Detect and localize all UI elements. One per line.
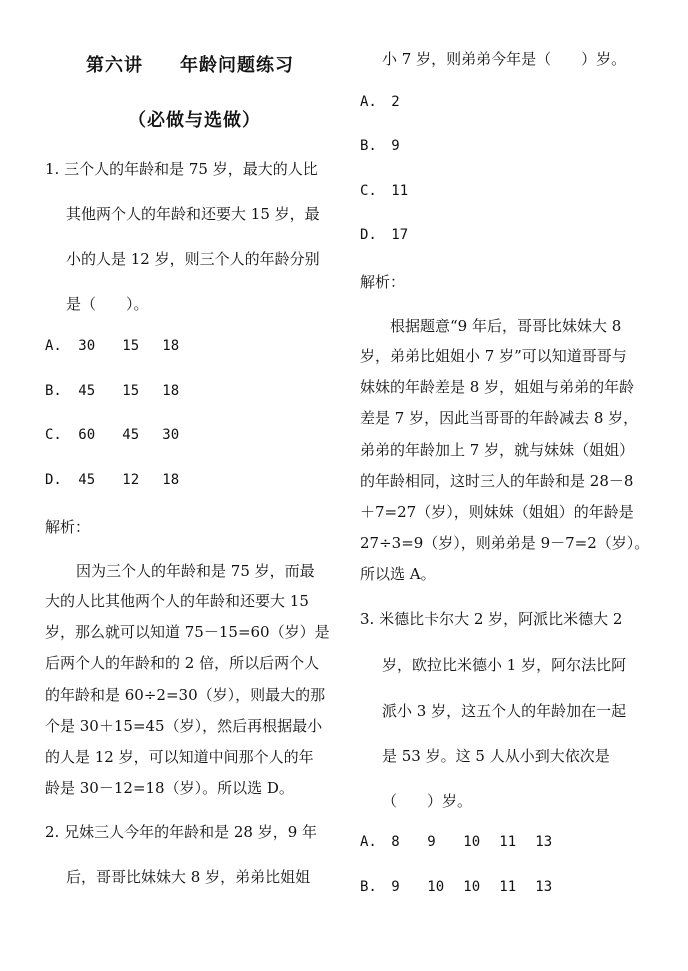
option-label: B.: [45, 383, 62, 399]
q2-analysis-label: 解析：: [360, 273, 406, 291]
option-value: 11: [391, 183, 409, 199]
option-value: 18: [162, 383, 180, 399]
q3-line-2: 岁，欧拉比米德小 1 岁，阿尔法比阿: [382, 656, 627, 674]
q2-analysis-line-8: 27÷3=9（岁），则弟弟是 9－7=2（岁）。: [360, 534, 650, 552]
q1-analysis-line-5: 的年龄和是 60÷2=30（岁），则最大的那: [45, 686, 326, 704]
q1-analysis-label: 解析：: [45, 518, 91, 536]
q2-analysis-line-1: 根据题意“9 年后，哥哥比妹妹大 8: [390, 317, 622, 335]
q2-analysis-line-9: 所以选 A。: [360, 565, 436, 583]
option-value: 8: [391, 834, 400, 850]
section-subtitle: （必做与选做）: [128, 110, 261, 131]
option-value: 18: [162, 472, 180, 488]
q1-analysis-line-8: 龄是 30－12=18（岁）。所以选 D。: [45, 779, 294, 797]
q2-analysis-line-5: 弟弟的年龄加上 7 岁，就与妹妹（姐姐）: [360, 441, 635, 459]
option-value: 45: [78, 383, 96, 399]
q3-line-5: （ ）岁。: [382, 792, 473, 810]
q2-option-d: [360, 227, 408, 243]
option-value: 30: [162, 427, 180, 443]
q1-line-1: 1. 三个人的年龄和是 75 岁，最大的人比: [45, 160, 318, 178]
q2-analysis-line-6: 的年龄相同，这时三人的年龄和是 28－8: [360, 472, 634, 490]
option-value: 13: [535, 879, 553, 895]
q2-line-3: 小 7 岁，则弟弟今年是（ ）岁。: [382, 50, 627, 68]
q1-line-4: 是（ ）。: [66, 295, 149, 313]
option-label: C.: [360, 183, 377, 199]
option-value: 2: [391, 94, 400, 110]
option-label: C.: [45, 427, 62, 443]
option-value: 13: [535, 834, 553, 850]
option-value: 15: [122, 383, 140, 399]
q3-line-1: 3. 米德比卡尔大 2 岁，阿派比米德大 2: [360, 610, 623, 628]
option-value: 10: [463, 834, 481, 850]
q1-analysis-line-3: 岁，那么就可以知道 75－15=60（岁）是: [45, 623, 330, 641]
q3-option-b: [360, 879, 552, 895]
option-value: 60: [78, 427, 96, 443]
option-value: 9: [427, 834, 436, 850]
option-label: A.: [45, 338, 62, 354]
q3-line-4: 是 53 岁。这 5 人从小到大依次是: [382, 747, 610, 765]
option-value: 11: [499, 879, 517, 895]
q1-analysis-line-6: 个是 30＋15=45（岁），然后再根据最小: [45, 717, 323, 735]
option-value: 9: [391, 138, 400, 154]
option-label: B.: [360, 138, 377, 154]
page-title: 年龄问题练习: [180, 55, 294, 76]
q2-option-c: [360, 183, 408, 199]
option-value: 9: [391, 879, 400, 895]
option-value: 45: [78, 472, 96, 488]
q1-line-2: 其他两个人的年龄和还要大 15 岁，最: [66, 205, 320, 223]
q2-option-b: [360, 138, 400, 154]
q1-analysis-line-1: 因为三个人的年龄和是 75 岁，而最: [76, 562, 315, 580]
q2-option-a: [360, 94, 400, 110]
q2-analysis-line-7: ＋7=27（岁），则妹妹（姐姐）的年龄是: [360, 503, 634, 521]
option-value: 12: [122, 472, 140, 488]
q1-option-b: [45, 383, 179, 399]
q2-line-2: 后，哥哥比妹妹大 8 岁，弟弟比姐姐: [66, 868, 311, 886]
q1-analysis-line-2: 大的人比其他两个人的年龄和还要大 15: [45, 592, 309, 610]
option-value: 15: [122, 338, 140, 354]
q3-line-3: 派小 3 岁，这五个人的年龄加在一起: [382, 702, 627, 720]
option-label: D.: [360, 227, 377, 243]
q3-option-a: [360, 834, 552, 850]
lesson-number: 第六讲: [86, 55, 143, 76]
q1-option-a: [45, 338, 179, 354]
q1-option-d: [45, 472, 179, 488]
option-label: D.: [45, 472, 62, 488]
q2-analysis-line-4: 差是 7 岁，因此当哥哥的年龄减去 8 岁，: [360, 409, 639, 427]
q1-analysis-line-4: 后两个人的年龄和的 2 倍，所以后两个人: [45, 654, 320, 672]
q2-line-1: 2. 兄妹三人今年的年龄和是 28 岁，9 年: [45, 823, 318, 841]
option-value: 11: [499, 834, 517, 850]
option-value: 10: [427, 879, 445, 895]
q1-analysis-line-7: 的人是 12 岁，可以知道中间那个人的年: [45, 748, 314, 766]
option-value: 45: [122, 427, 140, 443]
q2-analysis-line-3: 妹妹的年龄差是 8 岁，姐姐与弟弟的年龄: [360, 378, 635, 396]
option-value: 18: [162, 338, 180, 354]
q1-option-c: [45, 427, 179, 443]
option-label: A.: [360, 94, 377, 110]
option-label: A.: [360, 834, 377, 850]
option-value: 10: [463, 879, 481, 895]
q1-line-3: 小的人是 12 岁，则三个人的年龄分别: [66, 250, 320, 268]
q2-analysis-line-2: 岁，弟弟比姐姐小 7 岁”可以知道哥哥与: [360, 347, 627, 365]
option-value: 17: [391, 227, 409, 243]
option-value: 30: [78, 338, 96, 354]
option-label: B.: [360, 879, 377, 895]
